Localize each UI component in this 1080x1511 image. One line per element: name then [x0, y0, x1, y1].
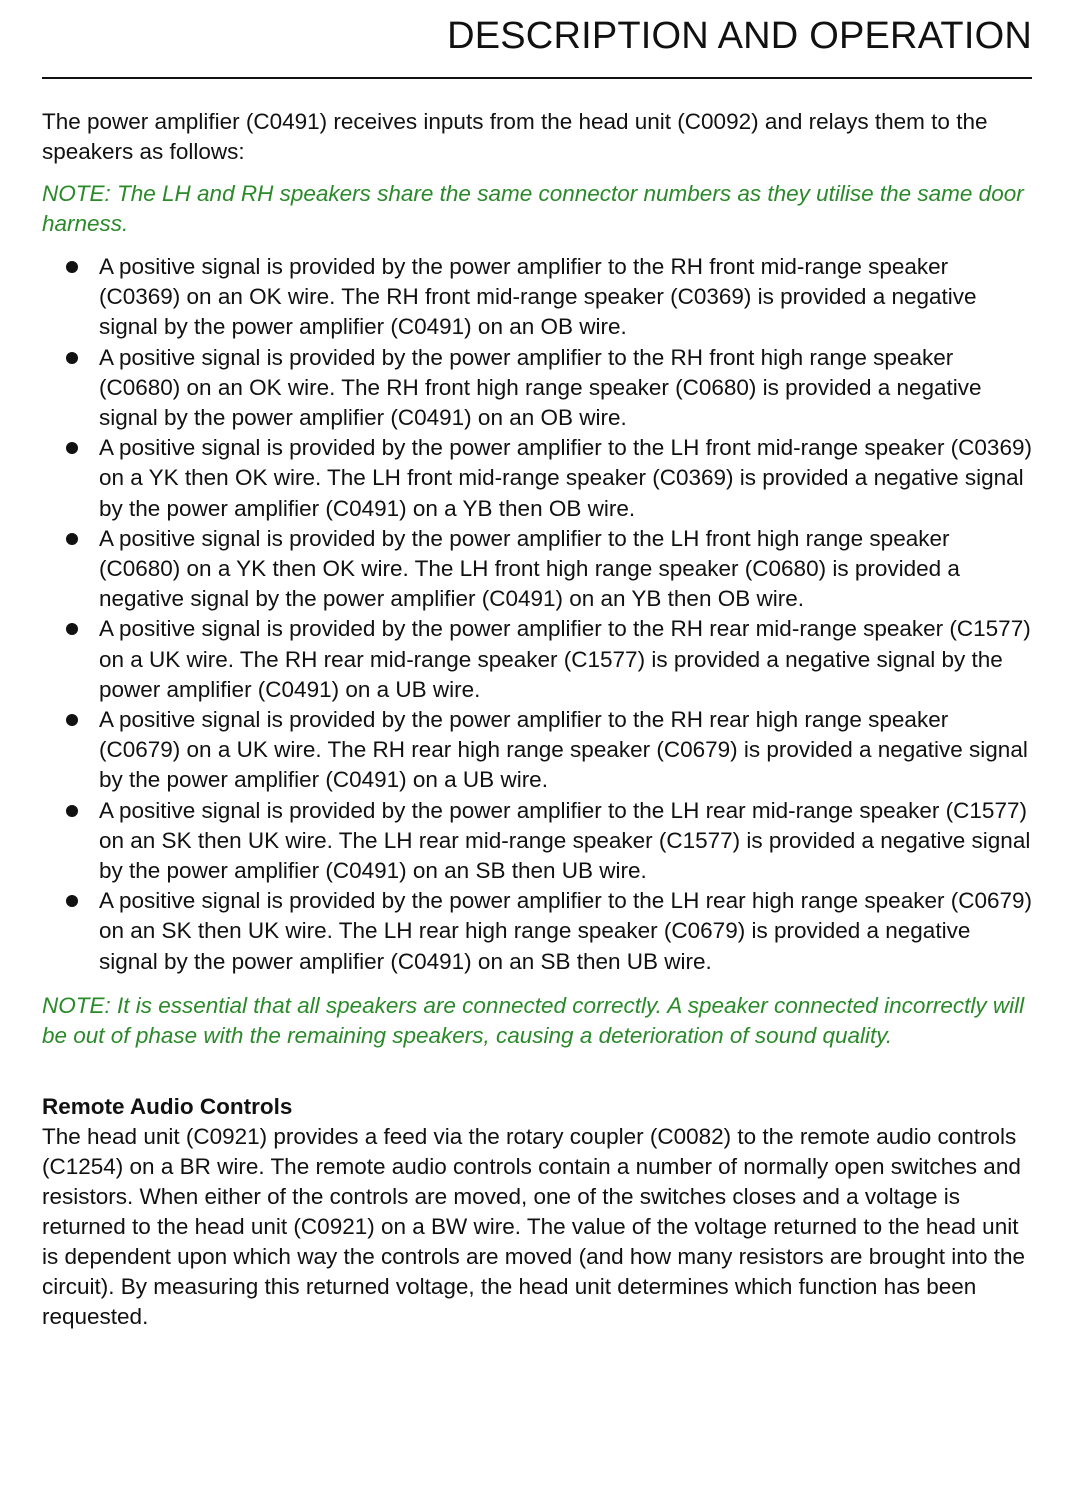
- bullet-icon: [66, 261, 78, 273]
- bullet-icon: [66, 895, 78, 907]
- remote-audio-paragraph: The head unit (C0921) provides a feed via the rotary coupler (C0082) to the remote audio controls (C1254) on a BR wire. The remote audio controls contain a number of normally open switches and resistors. When either of the controls are moved, one of the switches closes and a voltage is returned to the head unit (C0921) on a BW wire. The value of the voltage returned to the head unit is dependent upon which way the controls are moved (and how many resistors are brought into the circuit). By measuring this returned voltage, the head unit determines which function has been requested.: [42, 1123, 1026, 1329]
- bullet-icon: [66, 352, 78, 364]
- section-heading-remote-audio: Remote Audio Controls: [42, 1093, 293, 1119]
- bullet-icon: [66, 442, 78, 454]
- note-shared-connectors: NOTE: The LH and RH speakers share the same connector numbers as they utilise the same door harness.: [42, 181, 1024, 236]
- list-item-text: A positive signal is provided by the power amplifier to the LH front high range speaker (C0680) on a YK then OK wire. The LH front high range speaker (C0680) is provided a negative signal by the power amplifier (C0491) on an YB then OB wire.: [99, 525, 960, 612]
- page-header: [42, 0, 1032, 79]
- list-item-text: A positive signal is provided by the power amplifier to the RH rear high range speaker (C0679) on a UK wire. The RH rear high range speaker (C0679) is provided a negative signal by the power amplifier (C0491) on a UB wire.: [99, 707, 1028, 793]
- list-item: [42, 796, 1032, 887]
- intro-paragraph: The power amplifier (C0491) receives inputs from the head unit (C0092) and relays them to the speakers as follows:: [42, 109, 988, 164]
- speaker-signal-list: [42, 252, 1032, 977]
- list-item: [42, 705, 1032, 796]
- document-page: [42, 0, 1032, 1332]
- list-item-text: A positive signal is provided by the power amplifier to the RH front mid-range speaker (C0369) on an OK wire. The RH front mid-range speaker (C0369) is provided a negative signal by the power amplifier (C0491) on an OB wire.: [99, 254, 977, 340]
- list-item: [42, 343, 1032, 434]
- list-item-text: A positive signal is provided by the power amplifier to the RH front high range speaker (C0680) on an OK wire. The RH front high range speaker (C0680) is provided a negative signal by the power amplifier (C0491) on an OB wire.: [99, 344, 982, 431]
- bullet-icon: [66, 714, 78, 726]
- page-title: DESCRIPTION AND OPERATION: [447, 15, 1032, 57]
- list-item: [42, 252, 1032, 343]
- bullet-icon: [66, 805, 78, 817]
- list-item-text: A positive signal is provided by the power amplifier to the RH rear mid-range speaker (C1577) on a UK wire. The RH rear mid-range speaker (C1577) is provided a negative signal by the power amplifier (C0491) on a UB wire.: [99, 616, 1031, 702]
- list-item-text: A positive signal is provided by the power amplifier to the LH rear mid-range speaker (C1577) on an SK then UK wire. The LH rear mid-range speaker (C1577) is provided a negative signal by the power amplifier (C0491) on an SB then UB wire.: [99, 797, 1031, 884]
- list-item-text: A positive signal is provided by the power amplifier to the LH rear high range speaker (C0679) on an SK then UK wire. The LH rear high range speaker (C0679) is provided a negative signal by the power amplifier (C0491) on an SB then UB wire.: [99, 888, 1033, 974]
- bullet-icon: [66, 533, 78, 545]
- list-item: [42, 886, 1032, 977]
- list-item: [42, 524, 1032, 615]
- list-item-text: A positive signal is provided by the power amplifier to the LH front mid-range speaker (C0369) on a YK then OK wire. The LH front mid-range speaker (C0369) is provided a negative signal by the power amplifier (C0491) on a YB then OB wire.: [99, 435, 1032, 521]
- list-item: [42, 614, 1032, 705]
- bullet-icon: [66, 623, 78, 635]
- note-speaker-phase: NOTE: It is essential that all speakers are connected correctly. A speaker connected incorrectly will be out of phase with the remaining speakers, causing a deterioration of sound quality.: [42, 992, 1025, 1048]
- list-item: [42, 433, 1032, 524]
